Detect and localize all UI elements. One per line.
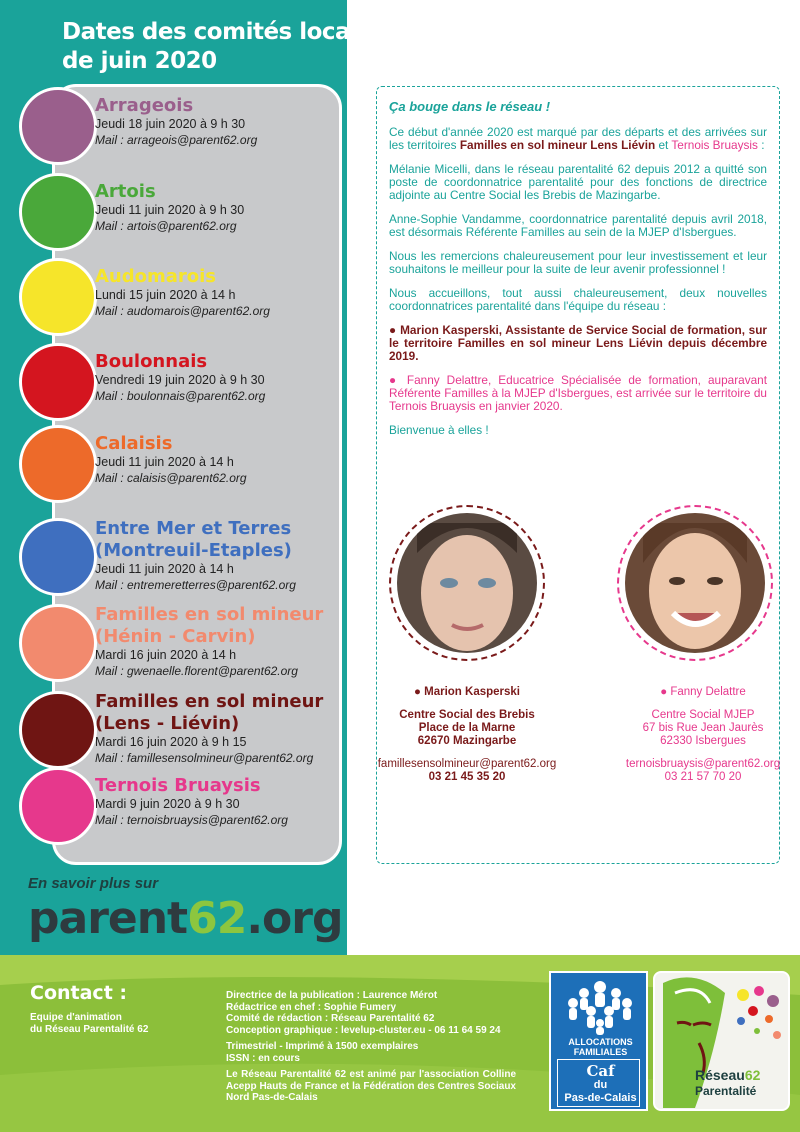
fanny-photo (617, 505, 773, 661)
news-paragraph: Nous accueillons, tout aussi chaleureusement, deux nouvelles coordonnatrices parentalité dans l'équipe du réseau : (389, 286, 767, 313)
credits: Directrice de la publication : Laurence Mérot Rédactrice en chef : Sophie Fumery Comité de rédaction : Réseau Parentalité 62 Conception graphique : levelup-cluster.eu - 06 11 64 59 24 Trimestriel - Imprimé à 1500 exemplaires ISSN : en cours Le Réseau Parentalité 62 est animé par l'association Colline Acepp Hauts de France et la Fédération des Centres Sociaux Nord Pas-de-Calais (226, 990, 516, 1103)
committee-color-dot (19, 343, 97, 421)
committee-color-dot (19, 691, 97, 769)
news-paragraph: Mélanie Micelli, dans le réseau parentalité 62 depuis 2012 a quitté son poste de coordonnatrice parentalité pour des fonctions de directrice adjointe au Centre Social les Brebis de Mazingarbe. (389, 162, 767, 202)
news-paragraph: Nous les remercions chaleureusement pour leur investissement et leur souhaitons le meilleur pour la suite de leur avenir professionnel ! (389, 249, 767, 276)
portrait-placeholder-icon (397, 513, 537, 653)
committee-date: Mardi 16 juin 2020 à 9 h 15 (95, 735, 247, 749)
committee-color-dot (19, 767, 97, 845)
committee-email[interactable]: Mail : calaisis@parent62.org (95, 471, 247, 485)
committees-panel (52, 84, 342, 865)
website-link[interactable]: parent62.org (28, 893, 343, 944)
fanny-contact-card: ● Fanny Delattre Centre Social MJEP 67 bis Rue Jean Jaurès 62330 Isbergues ternoisbruaysis@parent62.org 03 21 57 70 20 (603, 686, 800, 784)
team-label: Equipe d'animation du Réseau Parentalité 62 (30, 1012, 149, 1035)
committee-date: Jeudi 11 juin 2020 à 14 h (95, 562, 234, 576)
committee-subname: (Lens - Liévin) (95, 713, 240, 734)
committee-name: Audomarois (95, 266, 217, 287)
caf-logo: ALLOCATIONS FAMILIALES Caf du Pas-de-Calais (549, 971, 648, 1111)
reseau-parentalite-logo: Réseau62 Parentalité (653, 971, 790, 1111)
news-paragraph-marion: ● Marion Kasperski, Assistante de Service Social de formation, sur le territoire Familles en sol mineur Lens Liévin depuis décembre 2019. (389, 323, 767, 363)
marion-contact-card: ● Marion Kasperski Centre Social des Brebis Place de la Marne 62670 Mazingarbe famillesensolmineur@parent62.org 03 21 45 35 20 (367, 686, 567, 784)
fanny-phone[interactable]: 03 21 57 70 20 (664, 771, 742, 783)
news-title: Ça bouge dans le réseau ! (389, 99, 551, 114)
page-title: Dates des comités locaux de juin 2020 (62, 19, 381, 74)
committee-subname: (Montreuil-Etaples) (95, 540, 292, 561)
caf-family-icon (551, 977, 650, 1039)
committee-name: Familles en sol mineur (95, 691, 324, 712)
committee-date: Vendredi 19 juin 2020 à 9 h 30 (95, 373, 265, 387)
committee-email[interactable]: Mail : famillesensolmineur@parent62.org (95, 751, 314, 765)
committee-name: Arrageois (95, 95, 194, 116)
committee-name: Boulonnais (95, 351, 208, 372)
committee-name: Calaisis (95, 433, 173, 454)
committee-color-dot (19, 87, 97, 165)
committee-email[interactable]: Mail : arrageois@parent62.org (95, 133, 258, 147)
committee-email[interactable]: Mail : gwenaelle.florent@parent62.org (95, 664, 298, 678)
committee-date: Mardi 16 juin 2020 à 14 h (95, 648, 237, 662)
committee-name: Artois (95, 181, 156, 202)
committee-date: Jeudi 18 juin 2020 à 9 h 30 (95, 117, 246, 131)
committee-color-dot (19, 425, 97, 503)
marion-email[interactable]: famillesensolmineur@parent62.org (377, 758, 557, 770)
contact-title: Contact : (30, 982, 127, 1004)
news-paragraph-fanny: ● Fanny Delattre, Educatrice Spécialisée de formation, auparavant Référente Familles à la MJEP d'Isbergues, est arrivée sur le territoire du Ternois Bruaysis en janvier 2020. (389, 373, 767, 413)
portrait-placeholder-icon (625, 513, 765, 653)
committee-color-dot (19, 173, 97, 251)
committee-name: Entre Mer et Terres (95, 518, 292, 539)
committee-color-dot (19, 518, 97, 596)
news-paragraph: Bienvenue à elles ! (389, 423, 489, 437)
committee-color-dot (19, 258, 97, 336)
committee-color-dot (19, 604, 97, 682)
committee-email[interactable]: Mail : entremeretterres@parent62.org (95, 578, 296, 592)
committee-date: Jeudi 11 juin 2020 à 9 h 30 (95, 203, 245, 217)
committee-email[interactable]: Mail : boulonnais@parent62.org (95, 389, 266, 403)
news-paragraph: Ce début d'année 2020 est marqué par des départs et des arrivées sur les territoires Familles en sol mineur Lens Liévin et Ternois Bruaysis : (389, 125, 767, 152)
committee-date: Jeudi 11 juin 2020 à 14 h (95, 455, 234, 469)
committee-email[interactable]: Mail : audomarois@parent62.org (95, 304, 270, 318)
marion-photo (389, 505, 545, 661)
fanny-email[interactable]: ternoisbruaysis@parent62.org (625, 758, 781, 770)
committee-subname: (Hénin - Carvin) (95, 626, 256, 647)
news-paragraph: Anne-Sophie Vandamme, coordonnatrice parentalité depuis avril 2018, est désormais Référente Familles au sein de la MJEP d'Isbergues. (389, 212, 767, 239)
marion-phone[interactable]: 03 21 45 35 20 (428, 771, 506, 783)
committee-date: Lundi 15 juin 2020 à 14 h (95, 288, 236, 302)
committee-email[interactable]: Mail : ternoisbruaysis@parent62.org (95, 813, 288, 827)
committee-date: Mardi 9 juin 2020 à 9 h 30 (95, 797, 240, 811)
more-info-label: En savoir plus sur (28, 875, 159, 892)
committee-name: Ternois Bruaysis (95, 775, 261, 796)
committee-email[interactable]: Mail : artois@parent62.org (95, 219, 237, 233)
committee-name: Familles en sol mineur (95, 604, 324, 625)
